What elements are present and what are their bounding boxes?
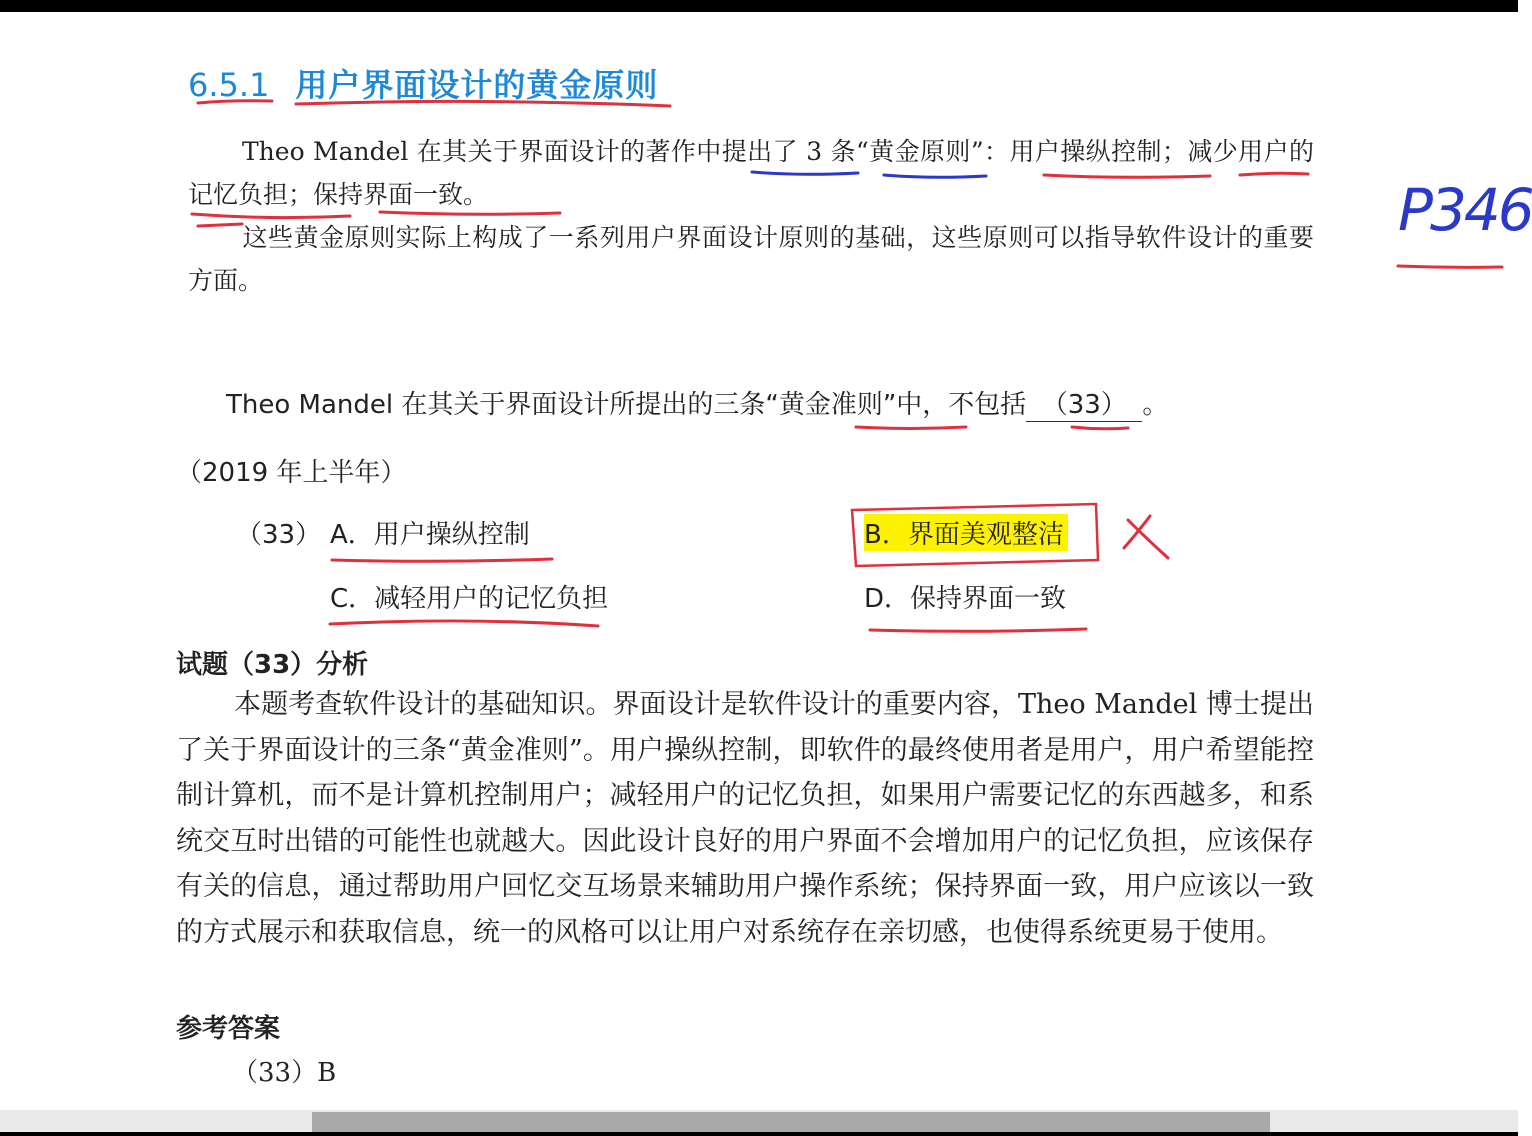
question-suffix: 。 [1142,390,1169,420]
option-a: A．用户操纵控制 [330,520,530,550]
page-reference-note: P346 [1398,176,1532,244]
intro-paragraph [188,130,1314,216]
answer-heading: 参考答案 [176,1014,281,1044]
underline-option-c [330,621,598,626]
option-c: C．减轻用户的记忆负担 [330,584,609,614]
underline-not-include [1072,427,1128,429]
cross-mark-1 [1128,520,1168,558]
analysis-text: 本题考查软件设计的基础知识。界面设计是软件设计的重要内容，Theo Mandel 博士提出了关于界面设计的三条“黄金准则”。用户操纵控制，即软件的最终使用者是用户，用户希望能控制计算机，而不是计算机控制用户；减轻用户的记忆负担，如果用户需要记忆的东西越多，和系统交互时出错的可能性也就越大。因此设计良好的用户界面不会增加用户的记忆负担，应该保存有关的信息，通过帮助用户回忆交互场景来辅助用户操作系统；保持界面一致，用户应该以一致的方式展示和获取信息，统一的风格可以让用户对系统存在亲切感，也使得系统更易于使用。 [176,689,1314,948]
section-title: 用户界面设计的黄金原则 [295,66,659,104]
analysis-paragraph [176,682,1314,955]
note-underline [1398,266,1502,267]
underline-golden-criteria [856,427,966,429]
answer-text: （33）B [232,1058,337,1088]
option-b-highlighted: B．界面美观整洁 [864,514,1068,551]
bottom-frame-bar [0,1132,1518,1136]
underline-option-a [332,559,552,561]
foundation-paragraph-text: 这些黄金原则实际上构成了一系列用户界面设计原则的基础，这些原则可以指导软件设计的重要方面。 [188,223,1314,295]
question-stem [226,384,1168,422]
underline-option-d [870,629,1086,631]
section-number: 6.5.1 [188,66,270,104]
option-d: D．保持界面一致 [864,584,1067,614]
horizontal-scrollbar-thumb[interactable] [312,1112,1270,1132]
question-text: Theo Mandel 在其关于界面设计所提出的三条“黄金准则”中，不包括 [226,390,1027,420]
intro-paragraph-text: Theo Mandel 在其关于界面设计的著作中提出了 3 条“黄金原则”：用户操纵控制；减少用户的记忆负担；保持界面一致。 [188,137,1314,209]
exam-year: （2019 年上半年） [176,458,407,488]
section-heading [188,60,658,106]
foundation-paragraph [188,216,1314,302]
option-group-number: （33） [236,520,322,550]
top-frame-bar [0,0,1518,12]
analysis-heading: 试题（33）分析 [176,650,369,680]
question-blank: （33） [1026,384,1142,422]
cross-mark-2 [1124,516,1150,548]
